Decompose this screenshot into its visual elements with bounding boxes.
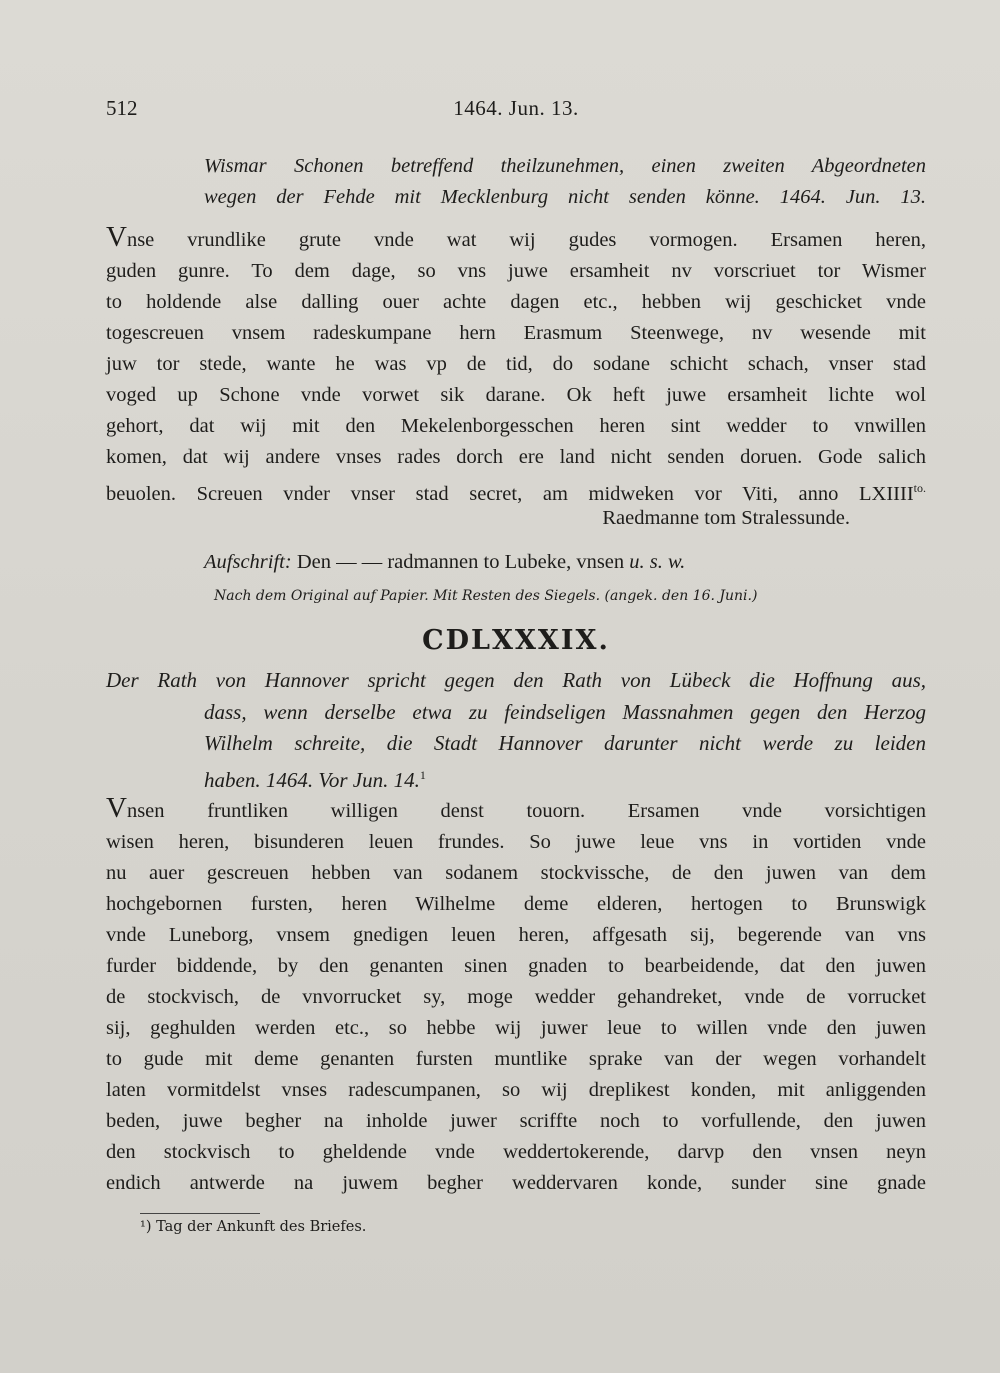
body-line: hochgebornen fursten, heren Wilhelme deme elderen, hertogen to Brunswigk <box>106 893 926 915</box>
body-line <box>106 792 926 827</box>
aufschrift-text: Den — — radmannen to Lubeke, vnsen <box>291 551 630 573</box>
body-line: voged up Schone vnde vorwet sik darane. Ok heft juwe ersamheit lichte wol <box>106 384 926 406</box>
footnote-mark: ¹) <box>140 1219 152 1235</box>
aufschrift-abbr: u. s. w. <box>629 551 686 573</box>
address-line <box>106 547 926 578</box>
summary-line: Wismar Schonen betreffend theilzunehmen, einen zweiten Abgeordneten <box>204 155 926 177</box>
body-line: vnde Luneborg, vnsem gnedigen leuen heren, affgesath sij, begerende van vns <box>106 924 926 946</box>
aufschrift-label: Aufschrift: <box>204 551 292 573</box>
summary-text: haben. 1464. Vor Jun. 14. <box>204 767 420 792</box>
header-date: 1464. Jun. 13. <box>453 96 579 120</box>
footnote-ref: 1 <box>419 767 426 782</box>
drop-cap: V <box>106 792 127 824</box>
body-line: to gude mit deme genanten fursten muntlike sprake van der wegen vorhandelt <box>106 1048 926 1070</box>
body-line: to holdende alse dalling ouer achte dagen etc., hebben wij geschicket vnde <box>106 291 926 313</box>
drop-cap: V <box>106 221 127 253</box>
footnote <box>140 1217 540 1237</box>
body-line <box>106 221 926 256</box>
body-line: den stockvisch to gheldende vnde weddertokerende, darvp den vnsen neyn <box>106 1141 926 1163</box>
document-summary-2 <box>106 665 926 796</box>
body-text: nse vrundlike grute vnde wat wij gudes vormogen. Ersamen heren, <box>126 229 926 251</box>
body-line: komen, dat wij andere vnses rades dorch ere land nicht senden doruen. Gode salich <box>106 446 926 468</box>
summary-line: dass, wenn derselbe etwa zu feindseligen Massnahmen gegen den Herzog <box>204 699 926 724</box>
source-note <box>106 586 926 606</box>
body-line: furder biddende, by den genanten sinen gnaden to bearbeidende, dat den juwen <box>106 955 926 977</box>
aufschrift <box>204 547 926 578</box>
page-number: 512 <box>106 96 138 120</box>
footnote-rule <box>140 1213 260 1214</box>
body-line <box>106 473 926 504</box>
body-line: laten vormitdelst vnses radescumpanen, so wij dreplikest konden, mit anliggenden <box>106 1079 926 1101</box>
body-line: de stockvisch, de vnvorrucket sy, moge wedder gehandreket, vnde de vorrucket <box>106 986 926 1008</box>
superscript: to. <box>913 481 926 495</box>
body-line: sij, geghulden werden etc., so hebbe wij juwer leue to willen vnde den juwen <box>106 1017 926 1039</box>
body-line: endich antwerde na juwem begher weddervaren konde, sunder sine gnade <box>106 1172 926 1194</box>
body-line: juw tor stede, wante he was vp de tid, do sodane schicht schach, vnser stad <box>106 353 926 375</box>
body-text: beuolen. Screuen vnder vnser stad secret, am midweken vor Viti, anno LXIIII <box>106 482 914 505</box>
letter-body-1 <box>106 221 926 505</box>
body-line: gehort, dat wij mit den Mekelenborgesschen heren sint wedder to vnwillen <box>106 415 926 437</box>
body-line: nu auer gescreuen hebben van sodanem stockvissche, de den juwen van dem <box>106 862 926 884</box>
document-summary-1 <box>106 151 926 213</box>
summary-line: Der Rath von Hannover spricht gegen den Rath von Lübeck die Hoffnung aus, <box>106 668 926 692</box>
body-line: guden gunre. To dem dage, so vns juwe ersamheit nv vorscriuet tor Wismer <box>106 260 926 282</box>
body-line: beden, juwe begher na inholde juwer scriffte noch to vorfullende, den juwen <box>106 1110 926 1132</box>
footnote-line <box>140 1217 540 1237</box>
body-line: wisen heren, bisunderen leuen frundes. So juwe leue vns in vortiden vnde <box>106 831 926 853</box>
summary-line: Wilhelm schreite, die Stadt Hannover darunter nicht werde zu leiden <box>204 731 926 755</box>
document-number <box>106 622 926 660</box>
signature <box>106 503 926 534</box>
page-header <box>106 96 926 126</box>
body-line: togescreuen vnsem radeskumpane hern Erasmum Steenwege, nv wesende mit <box>106 322 926 344</box>
summary-line <box>106 760 926 797</box>
document-number-text: CDLXXXIX. <box>422 625 610 656</box>
letter-body-2 <box>106 792 926 1199</box>
signature-text: Raedmanne tom Stralessunde. <box>602 507 850 529</box>
source-note-text: Nach dem Original auf Papier. Mit Resten des Siegels. (angek. den 16. Juni.) <box>214 588 758 604</box>
summary-line: wegen der Fehde mit Mecklenburg nicht senden könne. 1464. Jun. 13. <box>204 186 926 208</box>
body-text: nsen fruntliken willigen denst touorn. Ersamen vnde vorsichtigen <box>126 800 926 822</box>
footnote-text: Tag der Ankunft des Briefes. <box>151 1219 367 1235</box>
